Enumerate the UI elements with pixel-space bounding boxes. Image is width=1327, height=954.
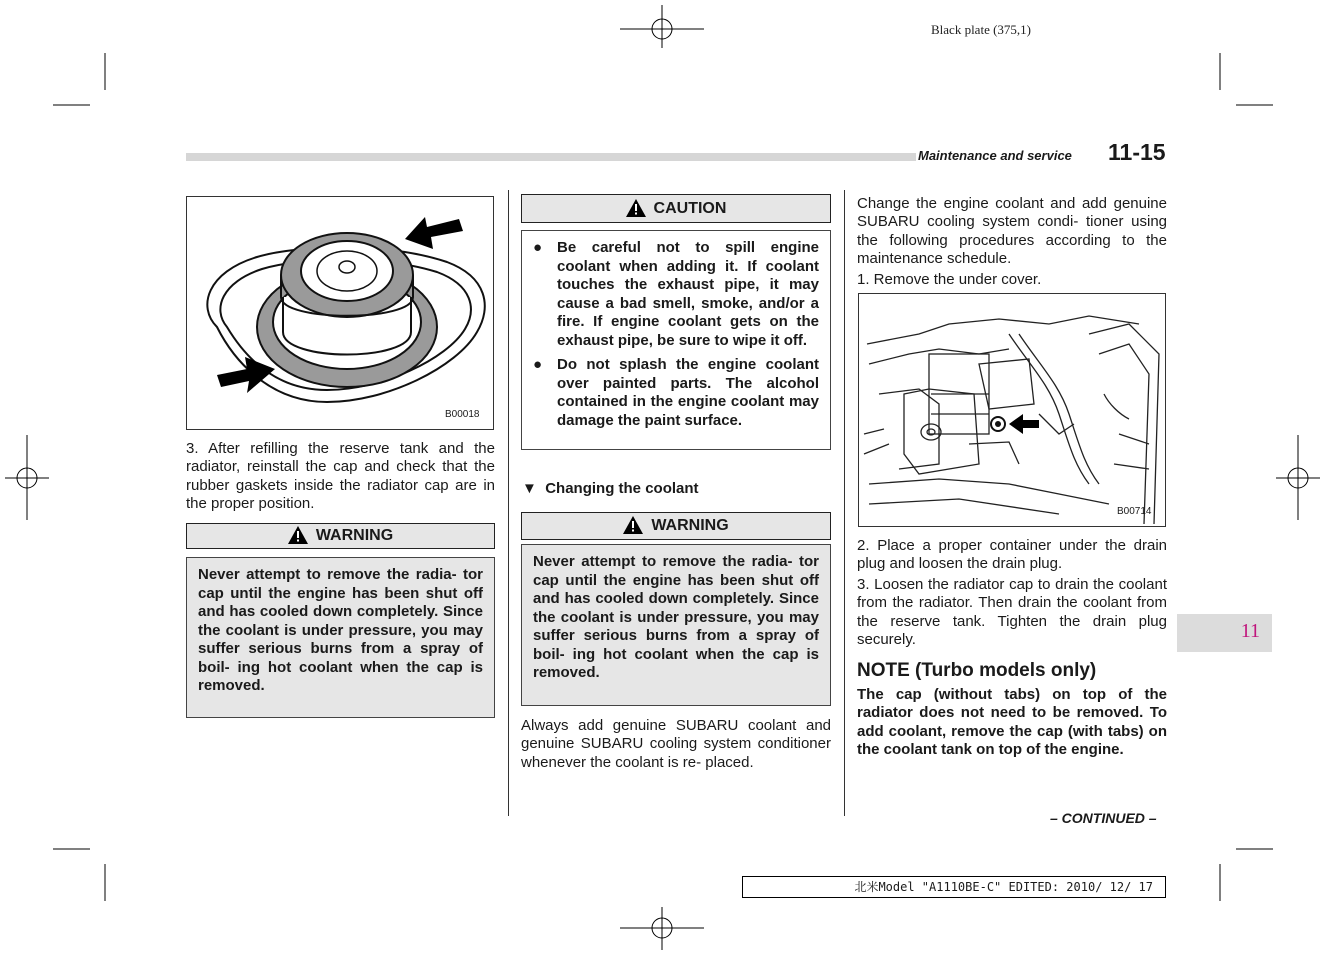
warning-triangle-icon bbox=[623, 516, 643, 534]
subheading: ▼ Changing the coolant bbox=[522, 480, 699, 497]
note-text: The cap (without tabs) on top of the radiator does not need to be removed. To add coolant, remove the cap (with tabs) on the coolant tank on top of the engine. bbox=[857, 686, 1167, 759]
figure-code: B00018 bbox=[445, 409, 480, 420]
caution-item: ● Do not splash the engine coolant over painted parts. The alcohol contained in the engine coolant may damage the paint surface. bbox=[533, 356, 819, 429]
step-3-drain-text: 3. Loosen the radiator cap to drain the coolant from the radiator. Then drain the coolant from the reserve tank. Tighten the drain plug securely. bbox=[857, 576, 1167, 649]
warning-body: Never attempt to remove the radia- tor cap until the engine has been shut off and has cooled down completely. Since the coolant is under pressure, you may suffer serious burns from a spray of boil- ing hot coolant when the cap is removed. bbox=[521, 544, 831, 706]
section-title: Maintenance and service bbox=[918, 148, 1072, 163]
warning-triangle-icon bbox=[288, 526, 308, 544]
radiator-cap-illustration bbox=[187, 197, 493, 429]
warning-title: WARNING bbox=[651, 517, 729, 534]
step-1-text: 1. Remove the under cover. bbox=[857, 271, 1042, 288]
triangle-down-icon: ▼ bbox=[522, 480, 537, 497]
bullet-icon: ● bbox=[533, 239, 543, 256]
warning-triangle-icon bbox=[626, 199, 646, 217]
caution-title: CAUTION bbox=[653, 200, 727, 217]
chapter-tab-number: 11 bbox=[1240, 620, 1260, 642]
continued-label: – CONTINUED – bbox=[1050, 810, 1157, 826]
caution-body bbox=[521, 230, 831, 450]
under-cover-figure bbox=[858, 293, 1166, 527]
column-divider bbox=[844, 190, 845, 816]
footer-edit-info: 北米Model "A1110BE-C" EDITED: 2010/ 12/ 17 bbox=[742, 876, 1166, 898]
engine-underside-illustration bbox=[859, 294, 1165, 526]
radiator-cap-figure bbox=[186, 196, 494, 430]
page-number: 11-15 bbox=[1108, 139, 1166, 165]
warning-title: WARNING bbox=[315, 527, 394, 544]
warning-header bbox=[186, 523, 495, 549]
warning-header bbox=[521, 512, 831, 540]
figure-code: B00714 bbox=[1117, 506, 1152, 517]
caution-item: ● Be careful not to spill engine coolant when adding it. If coolant touches the exhaust pipe, it may cause a bad smell, smoke, and/or a fire. If engine coolant gets on the exhaust pipe, be sure to wipe it off. bbox=[533, 239, 819, 349]
plate-label: Black plate (375,1) bbox=[931, 22, 1031, 37]
note-title: NOTE (Turbo models only) bbox=[857, 660, 1097, 681]
always-add-text: Always add genuine SUBARU coolant and genuine SUBARU cooling system conditioner whenever the coolant is re- placed. bbox=[521, 717, 831, 771]
column-divider bbox=[508, 190, 509, 816]
warning-body: Never attempt to remove the radia- tor cap until the engine has been shut off and has cooled down completely. Since the coolant is under pressure, you may suffer serious burns from a spray of boil- ing hot coolant when the cap is removed. bbox=[186, 557, 495, 718]
header-bar bbox=[186, 153, 916, 161]
chapter-tab bbox=[1177, 614, 1272, 652]
bullet-icon: ● bbox=[533, 356, 543, 373]
caution-header bbox=[521, 194, 831, 223]
step-3-text: 3. After refilling the reserve tank and the radiator, reinstall the cap and check that the rubber gaskets inside the radiator cap are in the proper position. bbox=[186, 440, 495, 513]
step-2-text: 2. Place a proper container under the drain plug and loosen the drain plug. bbox=[857, 537, 1167, 573]
intro-text: Change the engine coolant and add genuine SUBARU cooling system condi- tioner using the following procedures according to the maintenance schedule. bbox=[857, 195, 1167, 268]
